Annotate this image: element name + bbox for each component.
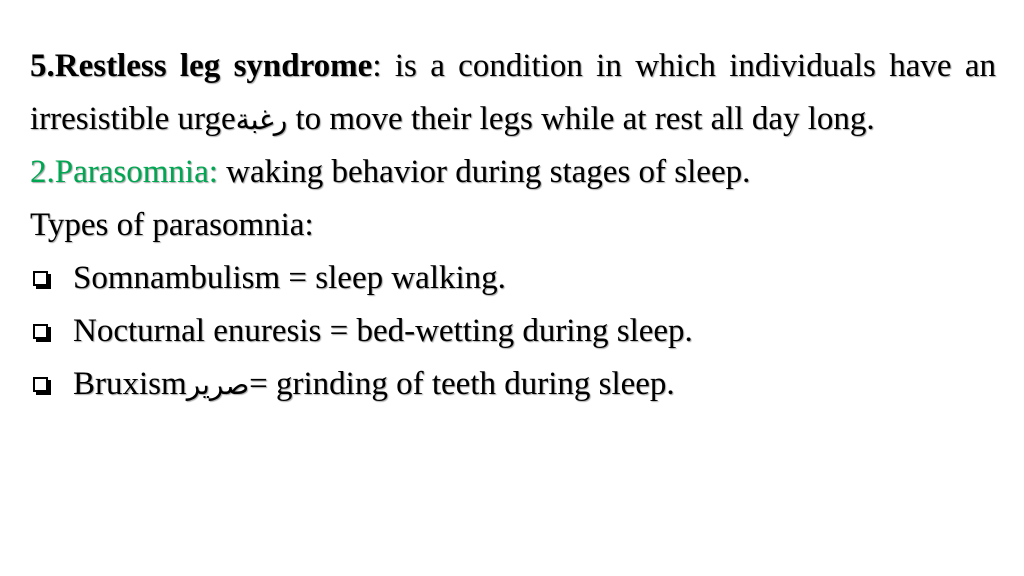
restless-leg-text-2: to move their legs while at rest all day long. (287, 101, 875, 137)
parasomnia-text: waking behavior during stages of sleep. (217, 154, 751, 190)
bullet-text-post: = grinding of teeth during sleep. (249, 366, 675, 402)
bullet-item-bruxism (30, 358, 996, 411)
bullet-text-pre: Bruxism (73, 366, 187, 402)
checkbox-bullet-icon (33, 324, 48, 339)
checkbox-bullet-icon (33, 271, 48, 286)
parasomnia-line (30, 146, 996, 199)
bullet-text: Somnambulism = sleep walking. (73, 260, 506, 296)
slide-content (30, 40, 996, 411)
restless-leg-title: 5.Restless leg syndrome (30, 48, 373, 84)
bullet-arabic: صرير (186, 368, 250, 401)
restless-leg-arabic: رغبة (235, 103, 288, 136)
checkbox-bullet-icon (33, 377, 48, 392)
bullet-item-enuresis (30, 305, 996, 358)
restless-leg-paragraph (30, 40, 996, 146)
bullet-text: Nocturnal enuresis = bed-wetting during sleep. (73, 313, 693, 349)
types-heading: Types of parasomnia: (30, 207, 314, 243)
parasomnia-title: 2.Parasomnia: (30, 154, 218, 190)
bullet-item-somnambulism (30, 252, 996, 305)
restless-leg-colon: : (372, 48, 382, 84)
restless-leg-text-1: is a condition in which individuals have an irresistible urge (30, 48, 996, 137)
